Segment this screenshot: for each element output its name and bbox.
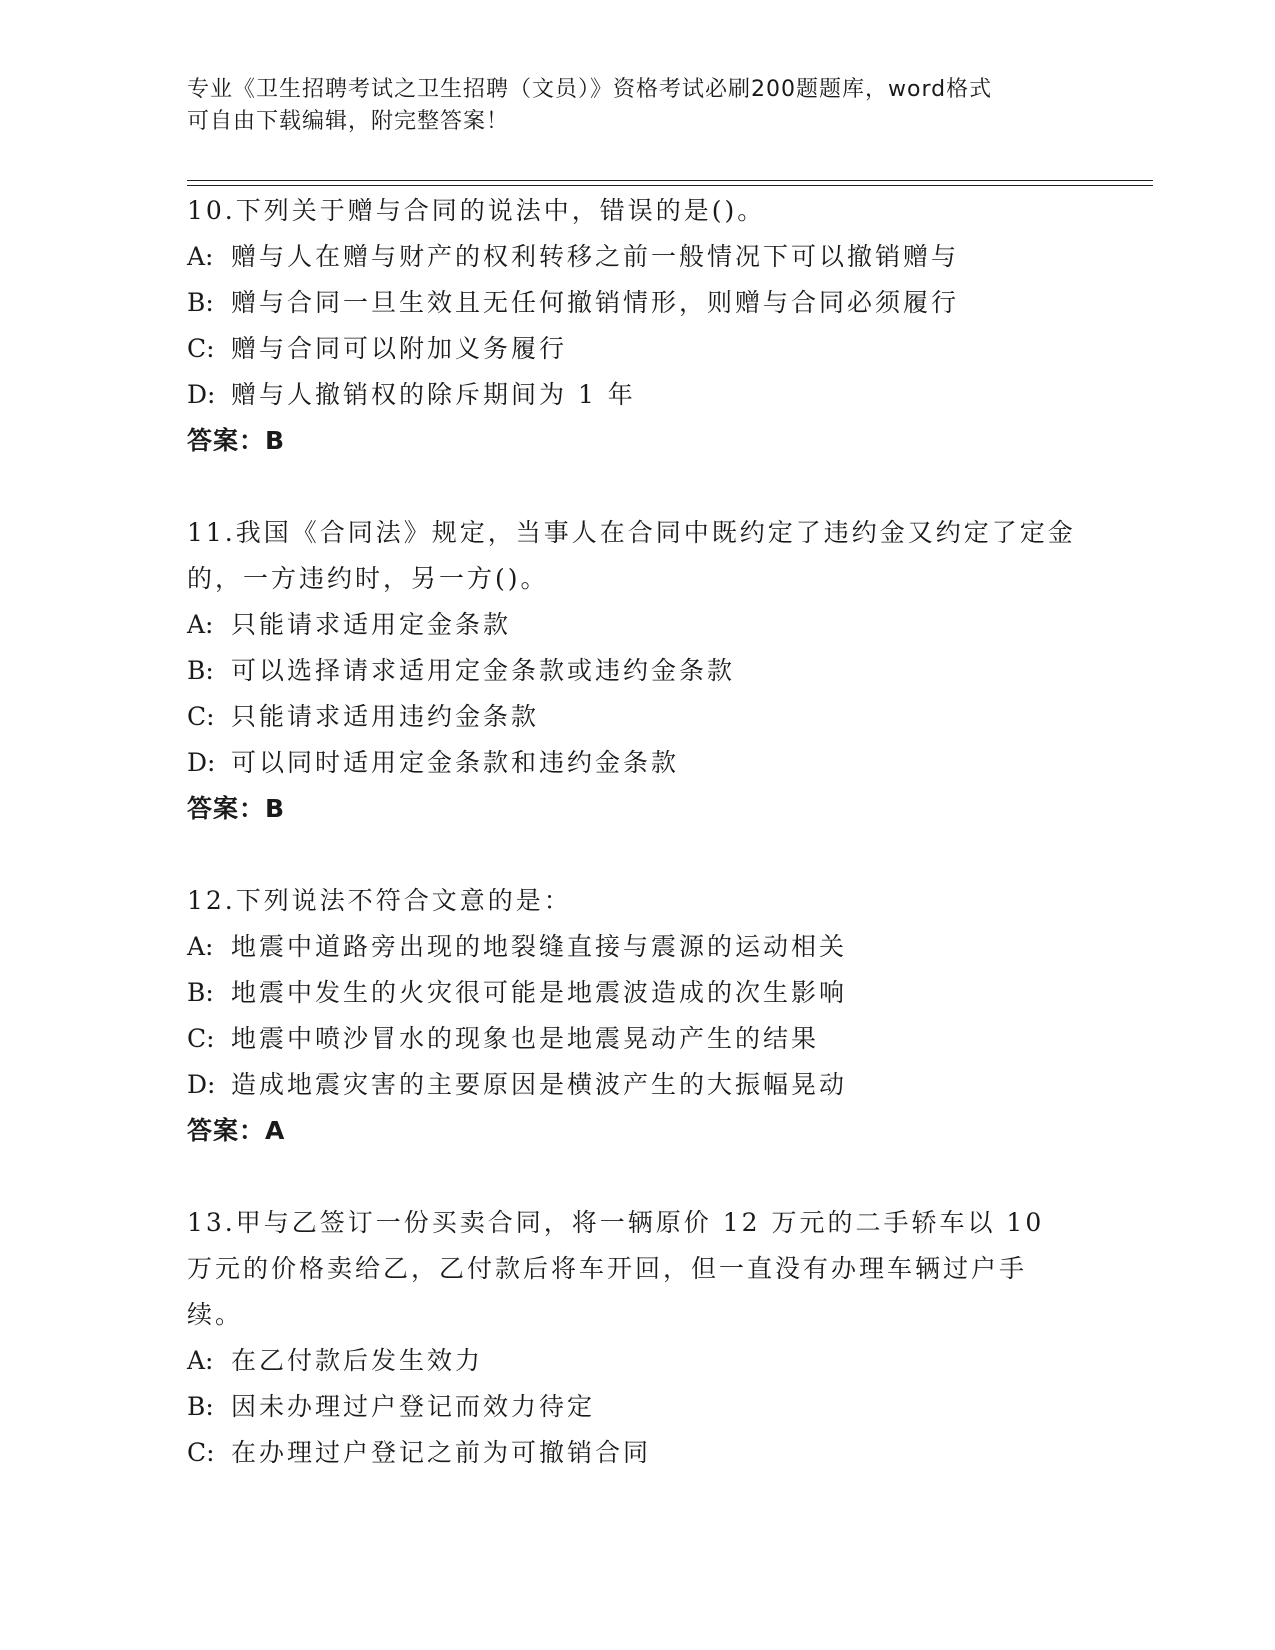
option-letter: D: (187, 1070, 216, 1099)
question-13 (187, 1200, 1077, 1476)
option-letter: A: (187, 932, 214, 961)
option-text: 赠与合同可以附加义务履行 (231, 334, 568, 363)
option-letter: C: (187, 1024, 215, 1053)
question-text: 13.甲与乙签订一份买卖合同，将一辆原价 12 万元的二手轿车以 10 万元的价格卖给乙，乙付款后将车开回，但一直没有办理车辆过户手续。 (187, 1208, 1045, 1329)
option-text: 在乙付款后发生效力 (231, 1346, 484, 1375)
question-11 (187, 510, 1077, 832)
option-b (187, 280, 1077, 326)
option-letter: C: (187, 334, 215, 363)
option-d (187, 1062, 1077, 1108)
header-divider-bottom (187, 185, 1153, 186)
option-text: 地震中喷沙冒水的现象也是地震晃动产生的结果 (231, 1024, 820, 1053)
option-d (187, 740, 1077, 786)
option-c (187, 326, 1077, 372)
option-b (187, 970, 1077, 1016)
option-d (187, 372, 1077, 418)
option-letter: D: (187, 380, 216, 409)
option-letter: B: (187, 978, 214, 1007)
option-text: 赠与人在赠与财产的权利转移之前一般情况下可以撤销赠与 (231, 242, 960, 271)
document-header (187, 74, 1067, 138)
option-letter: B: (187, 656, 214, 685)
option-text: 只能请求适用违约金条款 (231, 702, 540, 731)
question-text: 11.我国《合同法》规定，当事人在合同中既约定了违约金又约定了定金的，一方违约时，另一方()。 (187, 518, 1076, 593)
answer-line: 答案：B (187, 426, 286, 455)
option-a (187, 924, 1077, 970)
option-text: 地震中发生的火灾很可能是地震波造成的次生影响 (231, 978, 848, 1007)
answer-line: 答案：A (187, 1116, 286, 1145)
option-letter: A: (187, 610, 214, 639)
option-text: 只能请求适用定金条款 (231, 610, 512, 639)
option-text: 地震中道路旁出现的地裂缝直接与震源的运动相关 (231, 932, 848, 961)
option-letter: B: (187, 288, 214, 317)
option-text: 可以同时适用定金条款和违约金条款 (231, 748, 680, 777)
option-b (187, 648, 1077, 694)
option-text: 因未办理过户登记而效力待定 (231, 1392, 596, 1421)
option-text: 赠与人撤销权的除斥期间为 1 年 (231, 380, 636, 409)
question-text: 12.下列说法不符合文意的是： (187, 886, 572, 915)
header-line-2: 可自由下载编辑，附完整答案！ (187, 109, 510, 134)
option-text: 可以选择请求适用定金条款或违约金条款 (231, 656, 736, 685)
header-divider-top (187, 180, 1153, 181)
option-letter: D: (187, 748, 216, 777)
option-a (187, 602, 1077, 648)
option-letter: B: (187, 1392, 214, 1421)
option-letter: A: (187, 1346, 214, 1375)
answer-line: 答案：B (187, 794, 286, 823)
question-text: 10.下列关于赠与合同的说法中，错误的是()。 (187, 196, 766, 225)
question-list (187, 188, 1077, 1522)
option-c (187, 1430, 1077, 1476)
option-letter: C: (187, 1438, 215, 1467)
option-letter: C: (187, 702, 215, 731)
option-text: 造成地震灾害的主要原因是横波产生的大振幅晃动 (231, 1070, 848, 1099)
option-letter: A: (187, 242, 214, 271)
option-b (187, 1384, 1077, 1430)
header-line-1: 专业《卫生招聘考试之卫生招聘（文员）》资格考试必刷200题题库，word格式 (187, 77, 993, 102)
option-text: 在办理过户登记之前为可撤销合同 (231, 1438, 652, 1467)
option-a (187, 1338, 1077, 1384)
option-c (187, 1016, 1077, 1062)
question-12 (187, 878, 1077, 1154)
question-10 (187, 188, 1077, 464)
option-c (187, 694, 1077, 740)
option-text: 赠与合同一旦生效且无任何撤销情形，则赠与合同必须履行 (231, 288, 960, 317)
option-a (187, 234, 1077, 280)
